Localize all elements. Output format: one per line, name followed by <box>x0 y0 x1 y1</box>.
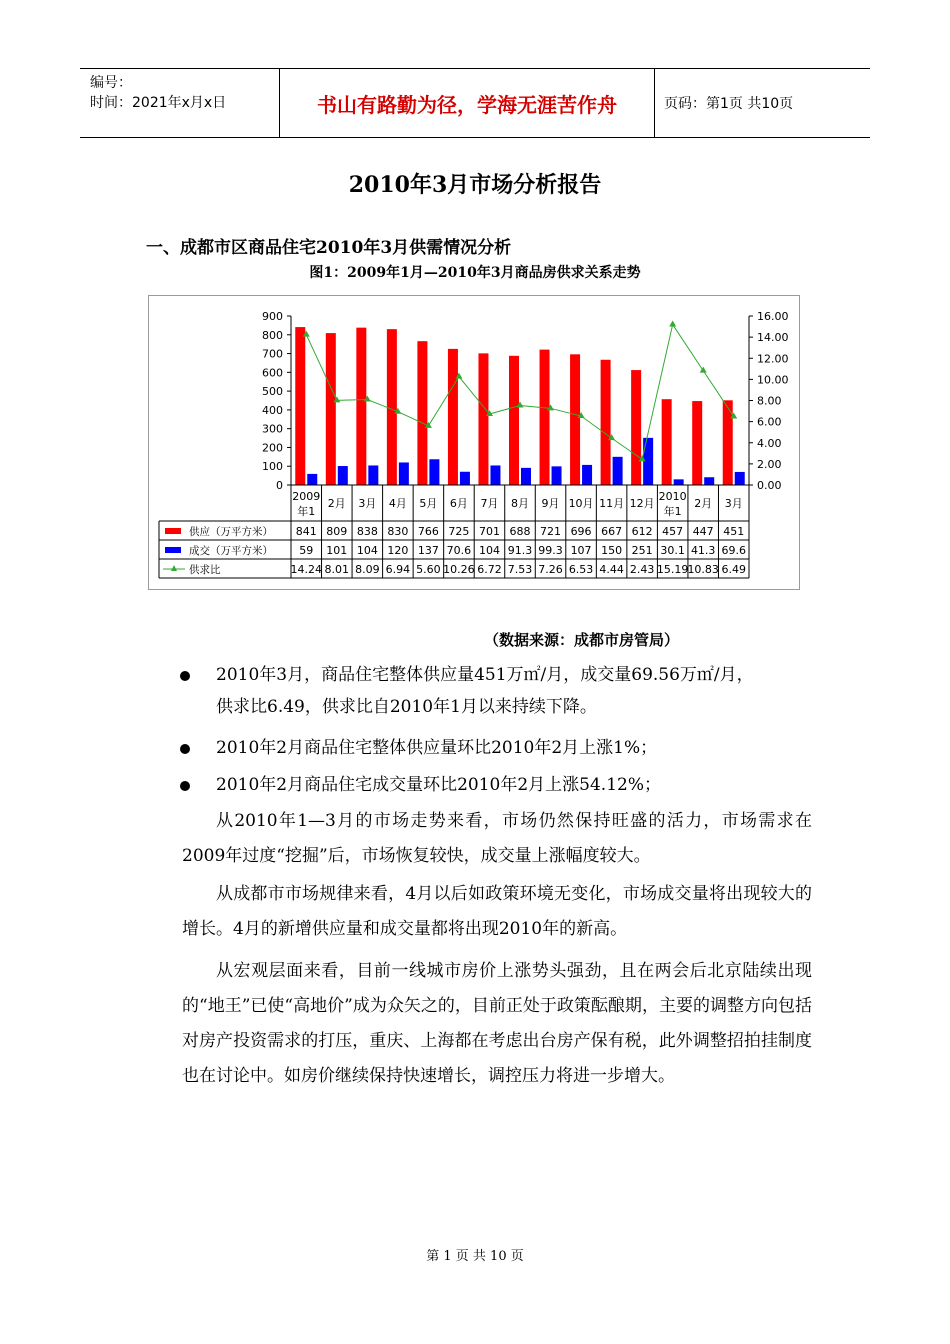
table-value: 8.01 <box>324 563 350 576</box>
deal-bar <box>552 466 562 485</box>
supply-bar <box>356 328 366 485</box>
category-label: 年1 <box>663 505 682 518</box>
table-value: 137 <box>417 544 439 557</box>
table-value: 101 <box>326 544 348 557</box>
bullet-dot <box>180 671 190 681</box>
deal-bar <box>582 465 592 485</box>
table-value: 2.43 <box>629 563 655 576</box>
table-value: 10.83 <box>687 563 719 576</box>
right-tick-label: 6.00 <box>757 415 782 429</box>
table-value: 447 <box>692 525 714 538</box>
bullet-text: 2010年2月商品住宅成交量环比2010年2月上涨54.12%； <box>216 775 661 795</box>
category-label: 6月 <box>449 497 468 510</box>
table-value: 104 <box>356 544 378 557</box>
right-tick-label: 4.00 <box>757 436 782 450</box>
category-label: 11月 <box>599 497 625 510</box>
table-value: 104 <box>478 544 500 557</box>
table-value: 841 <box>295 525 317 538</box>
supply-bar <box>387 329 397 485</box>
table-value: 107 <box>570 544 592 557</box>
table-value: 457 <box>662 525 684 538</box>
deal-bar <box>643 438 653 485</box>
supply-bar <box>326 333 336 485</box>
supply-bar <box>509 356 519 485</box>
supply-bar <box>601 360 611 485</box>
table-value: 838 <box>356 525 378 538</box>
deal-bar <box>674 479 684 485</box>
table-value: 6.49 <box>721 563 746 576</box>
number-label: 编号： <box>90 75 132 91</box>
category-label: 3月 <box>724 497 743 510</box>
date-label: 时间：2021年x月x日 <box>90 95 227 111</box>
deal-bar <box>338 466 348 485</box>
left-tick-label: 100 <box>262 460 283 474</box>
table-value: 667 <box>601 525 623 538</box>
table-value: 251 <box>631 544 653 557</box>
left-tick-label: 600 <box>262 366 283 380</box>
table-value: 766 <box>417 525 439 538</box>
category-label: 2010 <box>658 490 687 503</box>
table-value: 7.26 <box>538 563 563 576</box>
table-value: 91.3 <box>507 544 533 557</box>
table-value: 7.53 <box>507 563 533 576</box>
legend-swatch <box>165 528 181 534</box>
bullet-dot <box>180 781 190 791</box>
paragraph: 从2010年1—3月的市场走势来看，市场仍然保持旺盛的活力，市场需求在2009年过度“挖掘”后，市场恢复较快，成交量上涨幅度较大。 <box>182 811 812 866</box>
table-value: 6.53 <box>568 563 594 576</box>
table-value: 809 <box>326 525 348 538</box>
right-tick-label: 2.00 <box>757 457 782 471</box>
figure-caption: 图1：2009年1月—2010年3月商品房供求关系走势 <box>309 265 641 281</box>
deal-bar <box>735 472 745 485</box>
supply-bar <box>662 399 672 485</box>
category-label: 8月 <box>511 497 529 510</box>
table-value: 451 <box>723 525 745 538</box>
category-label: 3月 <box>358 497 377 510</box>
supply-bar <box>295 327 305 485</box>
bullet-item <box>186 732 826 764</box>
deal-bar <box>399 462 409 485</box>
table-value: 696 <box>570 525 592 538</box>
left-tick-label: 200 <box>262 441 283 455</box>
left-tick-label: 400 <box>262 403 283 417</box>
category-label: 2月 <box>327 497 346 510</box>
category-label: 9月 <box>541 497 560 510</box>
left-tick-label: 800 <box>262 328 283 342</box>
table-value: 150 <box>601 544 623 557</box>
table-value: 15.19 <box>656 563 689 576</box>
left-tick-label: 700 <box>262 347 283 361</box>
supply-bar <box>631 370 641 485</box>
table-value: 721 <box>540 525 562 538</box>
supply-demand-chart <box>148 295 800 590</box>
paragraph: 从成都市市场规律来看，4月以后如政策环境无变化，市场成交量将出现较大的增长。4月的新增供应量和成交量都将出现2010年的新高。 <box>182 884 812 939</box>
legend-label: 成交（万平方米） <box>189 545 273 557</box>
table-value: 8.09 <box>355 563 380 576</box>
data-source: （数据来源：成都市房管局） <box>484 631 680 649</box>
deal-bar <box>368 465 378 485</box>
category-label: 5月 <box>419 497 438 510</box>
bullet-item <box>186 659 826 723</box>
table-value: 120 <box>387 544 409 557</box>
legend-marker <box>171 565 177 571</box>
category-label: 7月 <box>480 497 499 510</box>
category-label: 2009 <box>292 490 321 503</box>
bullet-dot <box>180 744 190 754</box>
table-value: 30.1 <box>660 544 685 557</box>
table-value: 830 <box>387 525 409 538</box>
table-value: 14.24 <box>290 563 323 576</box>
header-page-label: 页码：第1页 共10页 <box>664 96 794 112</box>
bullet-item <box>186 769 826 801</box>
header-meta <box>80 69 280 137</box>
deal-bar <box>704 477 714 485</box>
category-label: 年1 <box>297 505 316 518</box>
table-value: 70.6 <box>446 544 472 557</box>
supply-bar <box>570 354 580 485</box>
bullet-text-cont: 供求比6.49，供求比自2010年1月以来持续下降。 <box>216 697 597 717</box>
bullet-text: 2010年3月，商品住宅整体供应量451万㎡/月，成交量69.56万㎡/月， <box>216 665 754 685</box>
legend-label: 供求比 <box>189 564 221 576</box>
left-tick-label: 0 <box>276 479 283 492</box>
right-tick-label: 0.00 <box>757 479 782 492</box>
table-value: 6.72 <box>477 563 502 576</box>
paragraph: 从宏观层面来看，目前一线城市房价上涨势头强劲，且在两会后北京陆续出现的“地王”已使“高地价”成为众矢之的，目前正处于政策酝酿期，主要的调整方向包括对房产投资需求的打压，重庆、上海都在考虑出台房产保有税，此外调整招拍挂制度也在讨论中。如房价继续保持快速增长，调控压力将进一步增大。 <box>182 961 812 1086</box>
right-tick-label: 16.00 <box>757 310 789 323</box>
right-tick-label: 14.00 <box>757 331 789 345</box>
page-footer: 第 1 页 共 10 页 <box>426 1249 524 1264</box>
category-label: 12月 <box>629 497 655 510</box>
left-tick-label: 500 <box>262 385 283 399</box>
legend-swatch <box>165 547 181 553</box>
right-tick-label: 10.00 <box>757 373 789 387</box>
table-value: 10.26 <box>443 563 475 576</box>
table-value: 725 <box>448 525 470 538</box>
bullet-text: 2010年2月商品住宅整体供应量环比2010年2月上涨1%； <box>216 738 658 758</box>
table-value: 99.3 <box>538 544 563 557</box>
ratio-point <box>669 321 676 327</box>
deal-bar <box>490 465 500 485</box>
table-value: 688 <box>509 525 531 538</box>
document-title: 2010年3月市场分析报告 <box>348 172 602 198</box>
deal-bar <box>460 472 470 485</box>
table-value: 5.60 <box>416 563 441 576</box>
category-label: 4月 <box>388 497 407 510</box>
table-value: 6.94 <box>385 563 411 576</box>
section-heading: 一、成都市区商品住宅2010年3月供需情况分析 <box>146 238 512 258</box>
deal-bar <box>429 459 439 485</box>
supply-bar <box>448 349 458 485</box>
deal-bar <box>307 474 317 485</box>
table-value: 59 <box>299 544 314 557</box>
supply-bar <box>540 350 550 485</box>
chart-svg <box>149 296 801 591</box>
table-value: 701 <box>478 525 500 538</box>
left-tick-label: 300 <box>262 422 283 436</box>
deal-bar <box>613 457 623 485</box>
header-motto: 书山有路勤为径，学海无涯苦作舟 <box>280 69 655 137</box>
right-tick-label: 8.00 <box>757 394 782 408</box>
supply-bar <box>478 353 488 485</box>
document-header <box>80 68 870 138</box>
supply-bar <box>692 401 702 485</box>
category-label: 2月 <box>694 497 713 510</box>
table-value: 69.6 <box>721 544 746 557</box>
right-tick-label: 12.00 <box>757 352 789 366</box>
deal-bar <box>521 468 531 485</box>
table-value: 41.3 <box>690 544 716 557</box>
legend-label: 供应（万平方米） <box>189 526 273 538</box>
left-tick-label: 900 <box>262 310 283 323</box>
table-value: 612 <box>631 525 653 538</box>
category-label: 10月 <box>568 497 594 510</box>
supply-bar <box>417 341 427 485</box>
table-value: 4.44 <box>599 563 624 576</box>
